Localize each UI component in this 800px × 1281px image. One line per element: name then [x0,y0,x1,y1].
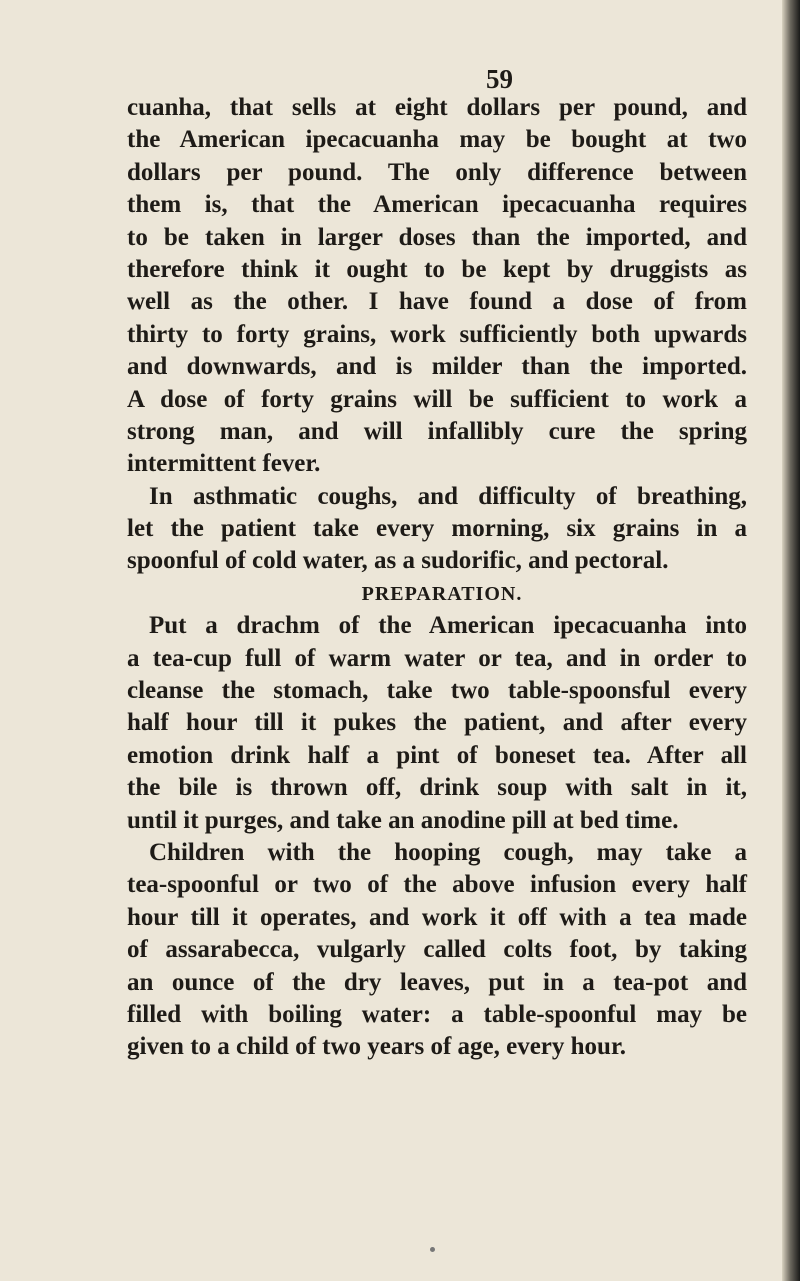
text-line: spoonful of cold water, as a sudorific, and pectoral. [127,547,669,575]
text-line: A dose of forty grains will be sufficient to work a [127,385,747,413]
text-line: let the patient take every morning, six grains in a [127,515,747,543]
text-line: an ounce of the dry leaves, put in a tea-pot and [127,968,747,996]
section-heading: PREPARATION. [361,582,523,605]
text-line: Put a drachm of the American ipecacuanha into [149,612,747,640]
text-line: half hour till it pukes the patient, and after every [127,709,747,737]
text-line: the bile is thrown off, drink soup with salt in it, [127,774,747,802]
binding-edge [782,0,800,1281]
ink-speck [430,1247,435,1252]
text-line: them is, that the American ipecacuanha requires [127,191,747,219]
text-line: to be taken in larger doses than the imported, and [127,223,747,251]
body-text [127,92,747,1064]
text-line: intermittent fever. [127,450,321,478]
text-line: thirty to forty grains, work sufficiently both upwards [127,320,747,348]
text-line: given to a child of two years of age, every hour. [127,1033,627,1061]
text-line: a tea-cup full of warm water or tea, and in order to [127,644,747,672]
text-line: until it purges, and take an anodine pill at bed time. [127,806,679,834]
text-line: therefore think it ought to be kept by druggists as [127,255,747,283]
text-line: strong man, and will infallibly cure the spring [127,417,747,445]
text-line: the American ipecacuanha may be bought at two [127,126,747,154]
text-line: well as the other. I have found a dose of from [127,288,747,316]
text-line: emotion drink half a pint of boneset tea. After all [127,741,747,769]
text-line: hour till it operates, and work it off with a tea made [127,903,747,931]
text-line: dollars per pound. The only difference between [127,158,747,186]
page-number: 59 [486,64,513,94]
text-line: In asthmatic coughs, and difficulty of breathing, [149,482,747,510]
text-line: tea-spoonful or two of the above infusion every half [127,871,747,899]
text-line: and downwards, and is milder than the imported. [127,353,747,381]
text-line: filled with boiling water: a table-spoonful may be [127,1000,747,1028]
text-line: Children with the hooping cough, may take a [149,838,747,866]
text-line: cleanse the stomach, take two table-spoonsful every [127,677,747,705]
text-line: of assarabecca, vulgarly called colts foot, by taking [127,936,747,964]
text-line: cuanha, that sells at eight dollars per pound, and [127,94,747,121]
